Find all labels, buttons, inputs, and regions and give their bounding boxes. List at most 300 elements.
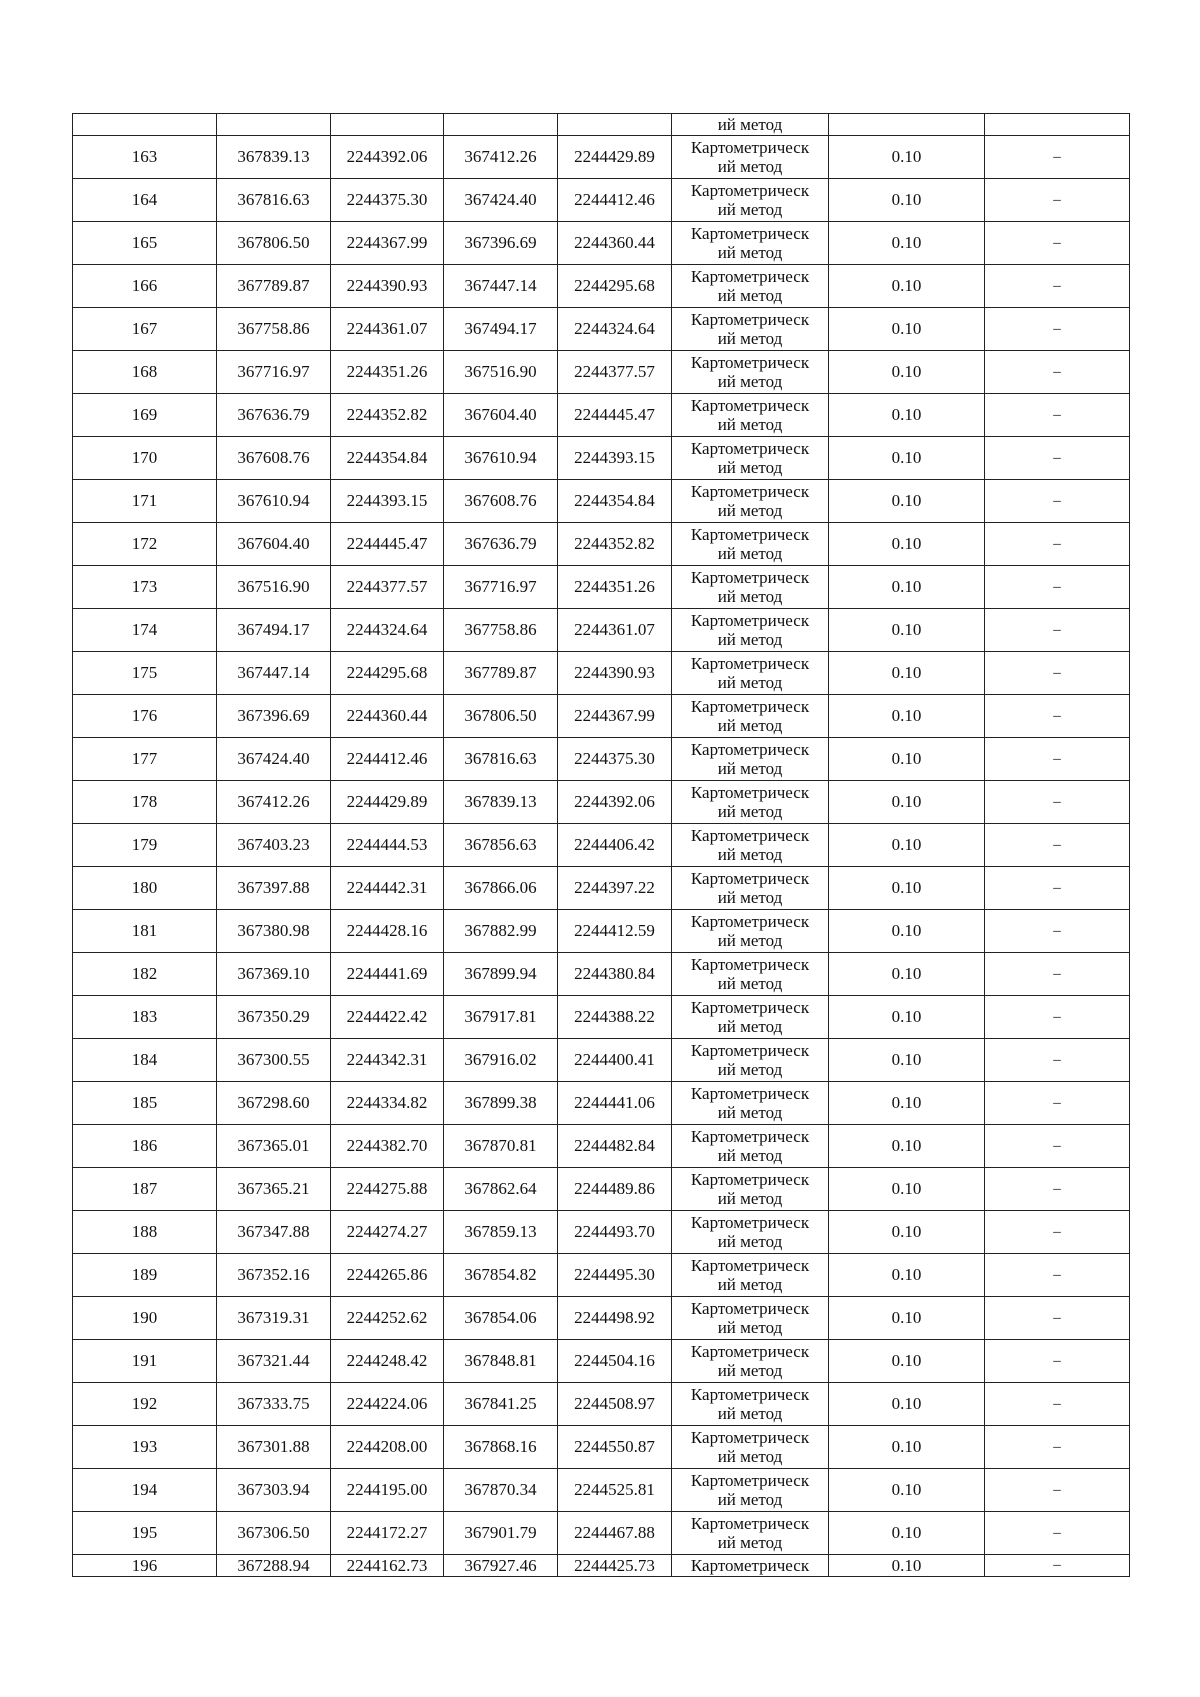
cell-y2: 2244375.30 [558,738,672,781]
cell-x2: 367870.81 [444,1125,558,1168]
cell-y1: 2244274.27 [331,1211,444,1254]
table-row [73,910,1130,953]
cell-point-number: 186 [73,1125,217,1168]
cell-method: Картометрическ ий метод [672,222,829,265]
cell-y2: 2244361.07 [558,609,672,652]
cell-point-number: 189 [73,1254,217,1297]
table-row [73,1297,1130,1340]
cell-note: – [985,308,1130,351]
cell-method: Картометрическ ий метод [672,695,829,738]
cell-y2: 2244324.64 [558,308,672,351]
cell-point-number: 171 [73,480,217,523]
cell-y2: 2244295.68 [558,265,672,308]
cell-accuracy: 0.10 [829,1125,985,1168]
cell-x1: 367608.76 [217,437,331,480]
cell-note: – [985,1555,1130,1577]
cell-method: Картометрическ ий метод [672,1168,829,1211]
cell-note: – [985,781,1130,824]
cell-y2: 2244412.59 [558,910,672,953]
cell-y2: 2244412.46 [558,179,672,222]
cell-point-number [73,114,217,136]
cell-method: Картометрическ ий метод [672,437,829,480]
cell-y1: 2244377.57 [331,566,444,609]
cell-note: – [985,1383,1130,1426]
table-row [73,609,1130,652]
coordinates-table [72,113,1130,1577]
cell-x2: 367856.63 [444,824,558,867]
cell-x1: 367397.88 [217,867,331,910]
cell-y2: 2244354.84 [558,480,672,523]
cell-point-number: 187 [73,1168,217,1211]
cell-method: Картометрическ ий метод [672,1039,829,1082]
table-row [73,1426,1130,1469]
cell-point-number: 165 [73,222,217,265]
cell-accuracy: 0.10 [829,265,985,308]
cell-x1: 367352.16 [217,1254,331,1297]
cell-accuracy: 0.10 [829,824,985,867]
cell-accuracy: 0.10 [829,996,985,1039]
cell-x1 [217,114,331,136]
cell-method: Картометрическ ий метод [672,351,829,394]
cell-x2: 367870.34 [444,1469,558,1512]
cell-y2: 2244377.57 [558,351,672,394]
cell-method: Картометрическ ий метод [672,910,829,953]
cell-y1: 2244352.82 [331,394,444,437]
cell-x1: 367300.55 [217,1039,331,1082]
cell-point-number: 192 [73,1383,217,1426]
cell-x1: 367610.94 [217,480,331,523]
cell-note: – [985,1426,1130,1469]
table-row [73,652,1130,695]
cell-y2: 2244508.97 [558,1383,672,1426]
cell-x2: 367636.79 [444,523,558,566]
cell-note: – [985,953,1130,996]
cell-x1: 367303.94 [217,1469,331,1512]
cell-y2: 2244392.06 [558,781,672,824]
cell-x2: 367839.13 [444,781,558,824]
cell-point-number: 167 [73,308,217,351]
cell-y1: 2244428.16 [331,910,444,953]
cell-method: Картометрическ ий метод [672,652,829,695]
cell-note: – [985,394,1130,437]
cell-y1: 2244361.07 [331,308,444,351]
cell-method: Картометрическ ий метод [672,609,829,652]
table-row [73,738,1130,781]
cell-y1: 2244360.44 [331,695,444,738]
cell-y1: 2244351.26 [331,351,444,394]
cell-note: – [985,1125,1130,1168]
cell-accuracy [829,114,985,136]
table-row [73,695,1130,738]
cell-x2: 367917.81 [444,996,558,1039]
cell-accuracy: 0.10 [829,523,985,566]
cell-x1: 367636.79 [217,394,331,437]
cell-x2: 367604.40 [444,394,558,437]
cell-x1: 367365.01 [217,1125,331,1168]
cell-accuracy: 0.10 [829,179,985,222]
cell-note: – [985,480,1130,523]
cell-y1: 2244390.93 [331,265,444,308]
cell-note: – [985,609,1130,652]
cell-note: – [985,910,1130,953]
cell-point-number: 176 [73,695,217,738]
cell-x1: 367380.98 [217,910,331,953]
cell-accuracy: 0.10 [829,1383,985,1426]
cell-y2: 2244467.88 [558,1512,672,1555]
cell-x2: 367716.97 [444,566,558,609]
table-row [73,781,1130,824]
cell-x1: 367447.14 [217,652,331,695]
table-row [73,1512,1130,1555]
cell-note [985,114,1130,136]
cell-note: – [985,566,1130,609]
cell-y1 [331,114,444,136]
cell-y1: 2244248.42 [331,1340,444,1383]
cell-accuracy: 0.10 [829,953,985,996]
table-row [73,1254,1130,1297]
cell-point-number: 195 [73,1512,217,1555]
cell-x1: 367494.17 [217,609,331,652]
cell-y2: 2244390.93 [558,652,672,695]
table-row [73,1082,1130,1125]
cell-method: Картометрическ ий метод [672,1125,829,1168]
cell-y2: 2244360.44 [558,222,672,265]
cell-y1: 2244429.89 [331,781,444,824]
cell-x1: 367369.10 [217,953,331,996]
cell-y1: 2244162.73 [331,1555,444,1577]
cell-x2: 367868.16 [444,1426,558,1469]
table-row [73,566,1130,609]
cell-y1: 2244375.30 [331,179,444,222]
cell-y2: 2244425.73 [558,1555,672,1577]
table-row [73,394,1130,437]
cell-accuracy: 0.10 [829,351,985,394]
cell-point-number: 170 [73,437,217,480]
cell-point-number: 169 [73,394,217,437]
cell-x2: 367424.40 [444,179,558,222]
cell-y1: 2244441.69 [331,953,444,996]
cell-y1: 2244252.62 [331,1297,444,1340]
cell-method: Картометрическ ий метод [672,1383,829,1426]
cell-y2: 2244441.06 [558,1082,672,1125]
cell-point-number: 190 [73,1297,217,1340]
cell-point-number: 168 [73,351,217,394]
cell-x1: 367301.88 [217,1426,331,1469]
cell-x1: 367321.44 [217,1340,331,1383]
cell-note: – [985,179,1130,222]
cell-method: Картометрическ ий метод [672,136,829,179]
cell-accuracy: 0.10 [829,609,985,652]
cell-y1: 2244224.06 [331,1383,444,1426]
cell-x2: 367789.87 [444,652,558,695]
cell-point-number: 164 [73,179,217,222]
cell-accuracy: 0.10 [829,437,985,480]
cell-point-number: 173 [73,566,217,609]
cell-y1: 2244412.46 [331,738,444,781]
cell-point-number: 174 [73,609,217,652]
cell-note: – [985,1168,1130,1211]
cell-x1: 367424.40 [217,738,331,781]
cell-x1: 367350.29 [217,996,331,1039]
cell-method: Картометрическ ий метод [672,1512,829,1555]
cell-point-number: 184 [73,1039,217,1082]
cell-point-number: 185 [73,1082,217,1125]
cell-x2 [444,114,558,136]
cell-x2: 367516.90 [444,351,558,394]
cell-note: – [985,1039,1130,1082]
cell-point-number: 163 [73,136,217,179]
cell-y2: 2244400.41 [558,1039,672,1082]
cell-y1: 2244342.31 [331,1039,444,1082]
cell-x1: 367333.75 [217,1383,331,1426]
cell-x1: 367319.31 [217,1297,331,1340]
cell-y2: 2244482.84 [558,1125,672,1168]
cell-y2: 2244504.16 [558,1340,672,1383]
cell-point-number: 194 [73,1469,217,1512]
cell-point-number: 182 [73,953,217,996]
cell-x2: 367608.76 [444,480,558,523]
cell-x1: 367716.97 [217,351,331,394]
cell-method: Картометрическ ий метод [672,179,829,222]
cell-method: Картометрическ ий метод [672,1082,829,1125]
table-row [73,996,1130,1039]
cell-note: – [985,996,1130,1039]
cell-note: – [985,351,1130,394]
cell-x1: 367839.13 [217,136,331,179]
cell-note: – [985,222,1130,265]
cell-y2: 2244380.84 [558,953,672,996]
cell-x2: 367412.26 [444,136,558,179]
table-row [73,1340,1130,1383]
table-row-last [73,1555,1130,1577]
cell-x2: 367899.38 [444,1082,558,1125]
cell-accuracy: 0.10 [829,695,985,738]
cell-y1: 2244444.53 [331,824,444,867]
cell-point-number: 172 [73,523,217,566]
cell-point-number: 175 [73,652,217,695]
cell-x2: 367854.82 [444,1254,558,1297]
cell-method: Картометрическ ий метод [672,781,829,824]
cell-y1: 2244382.70 [331,1125,444,1168]
cell-x2: 367859.13 [444,1211,558,1254]
table-row [73,523,1130,566]
cell-x2: 367866.06 [444,867,558,910]
cell-y2: 2244525.81 [558,1469,672,1512]
cell-y2: 2244550.87 [558,1426,672,1469]
cell-accuracy: 0.10 [829,136,985,179]
cell-accuracy: 0.10 [829,1039,985,1082]
cell-point-number: 196 [73,1555,217,1577]
cell-y1: 2244208.00 [331,1426,444,1469]
cell-method: Картометрическ ий метод [672,1254,829,1297]
cell-y1: 2244392.06 [331,136,444,179]
cell-method: Картометрическ ий метод [672,824,829,867]
cell-y2: 2244388.22 [558,996,672,1039]
cell-note: – [985,1469,1130,1512]
cell-y2: 2244397.22 [558,867,672,910]
cell-x1: 367396.69 [217,695,331,738]
cell-y1: 2244275.88 [331,1168,444,1211]
cell-accuracy: 0.10 [829,1211,985,1254]
table-body [73,114,1130,1577]
cell-method: Картометрическ ий метод [672,566,829,609]
cell-x2: 367882.99 [444,910,558,953]
table-row [73,179,1130,222]
cell-accuracy: 0.10 [829,1555,985,1577]
cell-note: – [985,867,1130,910]
cell-accuracy: 0.10 [829,222,985,265]
cell-x1: 367403.23 [217,824,331,867]
cell-y2: 2244367.99 [558,695,672,738]
cell-y1: 2244324.64 [331,609,444,652]
cell-accuracy: 0.10 [829,1469,985,1512]
cell-x2: 367841.25 [444,1383,558,1426]
cell-accuracy: 0.10 [829,308,985,351]
table-row [73,953,1130,996]
cell-accuracy: 0.10 [829,1168,985,1211]
cell-y1: 2244195.00 [331,1469,444,1512]
cell-note: – [985,824,1130,867]
cell-note: – [985,738,1130,781]
cell-y1: 2244367.99 [331,222,444,265]
cell-accuracy: 0.10 [829,1297,985,1340]
table-row [73,1039,1130,1082]
cell-note: – [985,1211,1130,1254]
cell-accuracy: 0.10 [829,738,985,781]
cell-x1: 367806.50 [217,222,331,265]
cell-accuracy: 0.10 [829,1512,985,1555]
table-row [73,1168,1130,1211]
cell-y2: 2244498.92 [558,1297,672,1340]
cell-accuracy: 0.10 [829,1082,985,1125]
cell-method: Картометрическ ий метод [672,1297,829,1340]
cell-method: Картометрическ ий метод [672,738,829,781]
cell-accuracy: 0.10 [829,781,985,824]
table-row [73,136,1130,179]
cell-x2: 367901.79 [444,1512,558,1555]
cell-method: Картометрическ ий метод [672,480,829,523]
cell-note: – [985,136,1130,179]
cell-method: Картометрическ ий метод [672,953,829,996]
cell-method: Картометрическ ий метод [672,523,829,566]
table-row [73,351,1130,394]
cell-x1: 367365.21 [217,1168,331,1211]
cell-method: Картометрическ ий метод [672,308,829,351]
cell-note: – [985,652,1130,695]
table-row [73,1469,1130,1512]
cell-x1: 367789.87 [217,265,331,308]
cell-x1: 367298.60 [217,1082,331,1125]
cell-method: Картометрическ ий метод [672,867,829,910]
cell-y2: 2244489.86 [558,1168,672,1211]
cell-y1: 2244334.82 [331,1082,444,1125]
cell-x1: 367516.90 [217,566,331,609]
cell-x2: 367916.02 [444,1039,558,1082]
cell-accuracy: 0.10 [829,867,985,910]
cell-y1: 2244265.86 [331,1254,444,1297]
cell-method: Картометрическ ий метод [672,1340,829,1383]
cell-accuracy: 0.10 [829,910,985,953]
cell-x2: 367758.86 [444,609,558,652]
cell-note: – [985,265,1130,308]
cell-y1: 2244295.68 [331,652,444,695]
cell-point-number: 178 [73,781,217,824]
cell-method: Картометрическ ий метод [672,1469,829,1512]
cell-x1: 367412.26 [217,781,331,824]
cell-y1: 2244354.84 [331,437,444,480]
cell-accuracy: 0.10 [829,652,985,695]
cell-accuracy: 0.10 [829,1254,985,1297]
table-row [73,480,1130,523]
table-row [73,308,1130,351]
cell-y2: 2244445.47 [558,394,672,437]
cell-y2: 2244495.30 [558,1254,672,1297]
cell-y1: 2244442.31 [331,867,444,910]
cell-method: Картометрическ [672,1555,829,1577]
cell-x2: 367610.94 [444,437,558,480]
cell-x1: 367758.86 [217,308,331,351]
cell-accuracy: 0.10 [829,1340,985,1383]
cell-y2: 2244429.89 [558,136,672,179]
table-row [73,222,1130,265]
cell-note: – [985,1340,1130,1383]
cell-y2: 2244393.15 [558,437,672,480]
cell-point-number: 166 [73,265,217,308]
cell-accuracy: 0.10 [829,566,985,609]
cell-x2: 367494.17 [444,308,558,351]
cell-note: – [985,1512,1130,1555]
cell-note: – [985,1254,1130,1297]
table-row [73,1383,1130,1426]
cell-y1: 2244445.47 [331,523,444,566]
continued-row [73,114,1130,136]
cell-method: Картометрическ ий метод [672,1211,829,1254]
cell-method: Картометрическ ий метод [672,265,829,308]
cell-accuracy: 0.10 [829,1426,985,1469]
cell-x2: 367816.63 [444,738,558,781]
cell-x1: 367816.63 [217,179,331,222]
cell-y2: 2244351.26 [558,566,672,609]
cell-point-number: 188 [73,1211,217,1254]
cell-x2: 367396.69 [444,222,558,265]
cell-point-number: 180 [73,867,217,910]
cell-method: ий метод [672,114,829,136]
cell-note: – [985,1082,1130,1125]
cell-note: – [985,523,1130,566]
cell-y1: 2244422.42 [331,996,444,1039]
cell-note: – [985,695,1130,738]
cell-y1: 2244393.15 [331,480,444,523]
cell-accuracy: 0.10 [829,394,985,437]
cell-x1: 367604.40 [217,523,331,566]
cell-y2: 2244493.70 [558,1211,672,1254]
cell-accuracy: 0.10 [829,480,985,523]
cell-point-number: 191 [73,1340,217,1383]
cell-y1: 2244172.27 [331,1512,444,1555]
cell-point-number: 181 [73,910,217,953]
cell-point-number: 183 [73,996,217,1039]
cell-point-number: 179 [73,824,217,867]
table-row [73,265,1130,308]
table-row [73,1125,1130,1168]
cell-y2: 2244406.42 [558,824,672,867]
cell-x2: 367899.94 [444,953,558,996]
cell-x1: 367306.50 [217,1512,331,1555]
cell-note: – [985,1297,1130,1340]
cell-x1: 367347.88 [217,1211,331,1254]
table-row [73,437,1130,480]
cell-point-number: 177 [73,738,217,781]
